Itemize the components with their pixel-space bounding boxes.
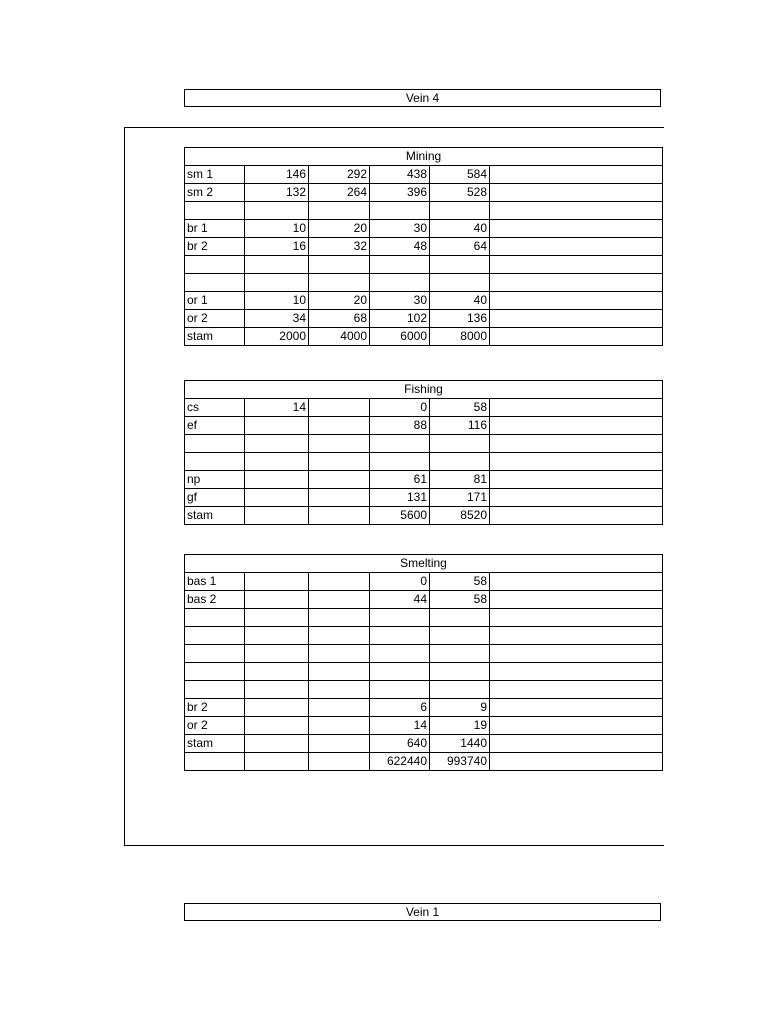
value-cell — [245, 681, 309, 699]
value-cell: 264 — [309, 184, 370, 202]
value-cell — [245, 202, 309, 220]
row-label-cell: stam — [185, 328, 245, 346]
value-cell: 136 — [430, 310, 490, 328]
row-label-cell: br 2 — [185, 699, 245, 717]
row-label-cell — [185, 256, 245, 274]
value-cell — [309, 609, 370, 627]
value-cell — [245, 609, 309, 627]
value-cell — [245, 645, 309, 663]
value-cell — [309, 471, 370, 489]
row-label-cell — [185, 753, 245, 771]
value-cell — [370, 663, 430, 681]
value-cell: 0 — [370, 573, 430, 591]
value-cell — [309, 435, 370, 453]
value-cell — [370, 627, 430, 645]
value-cell — [490, 184, 663, 202]
value-cell: 20 — [309, 292, 370, 310]
value-cell — [370, 202, 430, 220]
value-cell — [490, 238, 663, 256]
value-cell: 528 — [430, 184, 490, 202]
row-label-cell: np — [185, 471, 245, 489]
vein-1-header: Vein 1 — [184, 903, 661, 921]
smelting-table — [184, 554, 663, 771]
value-cell — [309, 735, 370, 753]
value-cell: 10 — [245, 292, 309, 310]
table-row — [185, 699, 663, 717]
value-cell — [490, 753, 663, 771]
value-cell: 116 — [430, 417, 490, 435]
value-cell — [245, 699, 309, 717]
row-label-cell: bas 2 — [185, 591, 245, 609]
value-cell — [245, 663, 309, 681]
table-row — [185, 471, 663, 489]
value-cell — [430, 256, 490, 274]
value-cell — [430, 645, 490, 663]
value-cell — [370, 256, 430, 274]
value-cell — [309, 507, 370, 525]
value-cell — [309, 202, 370, 220]
value-cell — [490, 471, 663, 489]
value-cell: 146 — [245, 166, 309, 184]
value-cell — [490, 166, 663, 184]
value-cell: 19 — [430, 717, 490, 735]
value-cell — [245, 489, 309, 507]
row-label-cell: br 2 — [185, 238, 245, 256]
value-cell: 640 — [370, 735, 430, 753]
value-cell: 584 — [430, 166, 490, 184]
row-label-cell — [185, 645, 245, 663]
value-cell — [490, 256, 663, 274]
value-cell — [430, 453, 490, 471]
value-cell — [245, 627, 309, 645]
value-cell: 16 — [245, 238, 309, 256]
value-cell: 14 — [245, 399, 309, 417]
value-cell — [309, 663, 370, 681]
vein-4-header: Vein 4 — [184, 89, 661, 107]
row-label-cell: gf — [185, 489, 245, 507]
row-label-cell — [185, 453, 245, 471]
value-cell: 58 — [430, 591, 490, 609]
table-row — [185, 681, 663, 699]
value-cell — [490, 507, 663, 525]
value-cell — [245, 717, 309, 735]
value-cell — [490, 417, 663, 435]
value-cell — [490, 645, 663, 663]
table-row — [185, 435, 663, 453]
row-label-cell — [185, 627, 245, 645]
value-cell: 88 — [370, 417, 430, 435]
table-row — [185, 274, 663, 292]
table-row — [185, 645, 663, 663]
value-cell: 6 — [370, 699, 430, 717]
value-cell — [430, 435, 490, 453]
row-label-cell — [185, 435, 245, 453]
value-cell: 40 — [430, 292, 490, 310]
value-cell — [490, 292, 663, 310]
value-cell: 622440 — [370, 753, 430, 771]
value-cell: 68 — [309, 310, 370, 328]
value-cell — [309, 399, 370, 417]
value-cell: 58 — [430, 399, 490, 417]
value-cell — [490, 735, 663, 753]
value-cell — [490, 328, 663, 346]
value-cell — [370, 681, 430, 699]
row-label-cell — [185, 681, 245, 699]
table-row — [185, 310, 663, 328]
value-cell — [490, 202, 663, 220]
value-cell: 6000 — [370, 328, 430, 346]
value-cell — [245, 591, 309, 609]
mining-table — [184, 147, 663, 346]
value-cell — [245, 507, 309, 525]
row-label-cell: stam — [185, 507, 245, 525]
row-label-cell: cs — [185, 399, 245, 417]
value-cell — [309, 681, 370, 699]
value-cell: 14 — [370, 717, 430, 735]
value-cell — [430, 609, 490, 627]
value-cell — [309, 256, 370, 274]
row-label-cell: sm 1 — [185, 166, 245, 184]
value-cell — [370, 274, 430, 292]
row-label-cell: or 1 — [185, 292, 245, 310]
table-title: Mining — [185, 148, 663, 166]
value-cell — [309, 274, 370, 292]
table-row — [185, 627, 663, 645]
value-cell: 44 — [370, 591, 430, 609]
value-cell: 4000 — [309, 328, 370, 346]
value-cell — [490, 627, 663, 645]
value-cell — [490, 310, 663, 328]
value-cell — [490, 274, 663, 292]
value-cell: 20 — [309, 220, 370, 238]
table-title-row — [185, 555, 663, 573]
table-row — [185, 507, 663, 525]
value-cell: 292 — [309, 166, 370, 184]
value-cell: 40 — [430, 220, 490, 238]
value-cell — [309, 489, 370, 507]
value-cell — [309, 573, 370, 591]
row-label-cell — [185, 609, 245, 627]
value-cell — [490, 681, 663, 699]
value-cell: 32 — [309, 238, 370, 256]
value-cell — [490, 399, 663, 417]
table-title-row — [185, 148, 663, 166]
value-cell: 8000 — [430, 328, 490, 346]
table-row — [185, 591, 663, 609]
table-row — [185, 573, 663, 591]
value-cell — [245, 435, 309, 453]
value-cell — [490, 591, 663, 609]
table-row — [185, 609, 663, 627]
table-row — [185, 220, 663, 238]
table-row — [185, 717, 663, 735]
value-cell: 64 — [430, 238, 490, 256]
table-row — [185, 453, 663, 471]
value-cell — [245, 274, 309, 292]
value-cell — [490, 609, 663, 627]
value-cell — [430, 274, 490, 292]
value-cell: 58 — [430, 573, 490, 591]
table-row — [185, 256, 663, 274]
value-cell — [370, 453, 430, 471]
table-row — [185, 184, 663, 202]
value-cell — [309, 645, 370, 663]
value-cell: 5600 — [370, 507, 430, 525]
value-cell — [309, 591, 370, 609]
value-cell: 0 — [370, 399, 430, 417]
value-cell — [490, 699, 663, 717]
value-cell: 61 — [370, 471, 430, 489]
value-cell — [245, 417, 309, 435]
value-cell — [245, 753, 309, 771]
value-cell: 132 — [245, 184, 309, 202]
value-cell: 993740 — [430, 753, 490, 771]
value-cell — [490, 220, 663, 238]
value-cell: 171 — [430, 489, 490, 507]
table-row — [185, 753, 663, 771]
value-cell: 10 — [245, 220, 309, 238]
value-cell: 48 — [370, 238, 430, 256]
value-cell — [490, 453, 663, 471]
table-row — [185, 328, 663, 346]
value-cell — [370, 435, 430, 453]
value-cell — [430, 681, 490, 699]
value-cell — [245, 735, 309, 753]
table-row — [185, 417, 663, 435]
value-cell — [430, 627, 490, 645]
value-cell — [490, 573, 663, 591]
row-label-cell — [185, 663, 245, 681]
value-cell — [490, 663, 663, 681]
row-label-cell: bas 1 — [185, 573, 245, 591]
value-cell — [309, 627, 370, 645]
row-label-cell: or 2 — [185, 717, 245, 735]
row-label-cell: ef — [185, 417, 245, 435]
row-label-cell: or 2 — [185, 310, 245, 328]
value-cell — [245, 453, 309, 471]
value-cell: 9 — [430, 699, 490, 717]
value-cell — [430, 663, 490, 681]
table-title: Smelting — [185, 555, 663, 573]
value-cell: 131 — [370, 489, 430, 507]
table-row — [185, 735, 663, 753]
value-cell — [309, 717, 370, 735]
value-cell — [370, 645, 430, 663]
table-row — [185, 292, 663, 310]
value-cell — [490, 435, 663, 453]
table-title: Fishing — [185, 381, 663, 399]
table-title-row — [185, 381, 663, 399]
value-cell: 30 — [370, 220, 430, 238]
fishing-table — [184, 380, 663, 525]
value-cell: 2000 — [245, 328, 309, 346]
row-label-cell: sm 2 — [185, 184, 245, 202]
table-row — [185, 663, 663, 681]
value-cell — [490, 489, 663, 507]
row-label-cell: br 1 — [185, 220, 245, 238]
table-row — [185, 489, 663, 507]
table-row — [185, 166, 663, 184]
value-cell: 1440 — [430, 735, 490, 753]
table-row — [185, 202, 663, 220]
row-label-cell — [185, 274, 245, 292]
table-row — [185, 399, 663, 417]
value-cell — [490, 717, 663, 735]
row-label-cell: stam — [185, 735, 245, 753]
row-label-cell — [185, 202, 245, 220]
value-cell — [245, 471, 309, 489]
value-cell: 8520 — [430, 507, 490, 525]
value-cell: 30 — [370, 292, 430, 310]
value-cell — [245, 256, 309, 274]
value-cell: 34 — [245, 310, 309, 328]
value-cell: 438 — [370, 166, 430, 184]
table-row — [185, 238, 663, 256]
value-cell: 102 — [370, 310, 430, 328]
value-cell — [309, 753, 370, 771]
value-cell — [309, 417, 370, 435]
value-cell — [430, 202, 490, 220]
value-cell: 396 — [370, 184, 430, 202]
value-cell — [245, 573, 309, 591]
value-cell — [370, 609, 430, 627]
value-cell: 81 — [430, 471, 490, 489]
value-cell — [309, 453, 370, 471]
value-cell — [309, 699, 370, 717]
